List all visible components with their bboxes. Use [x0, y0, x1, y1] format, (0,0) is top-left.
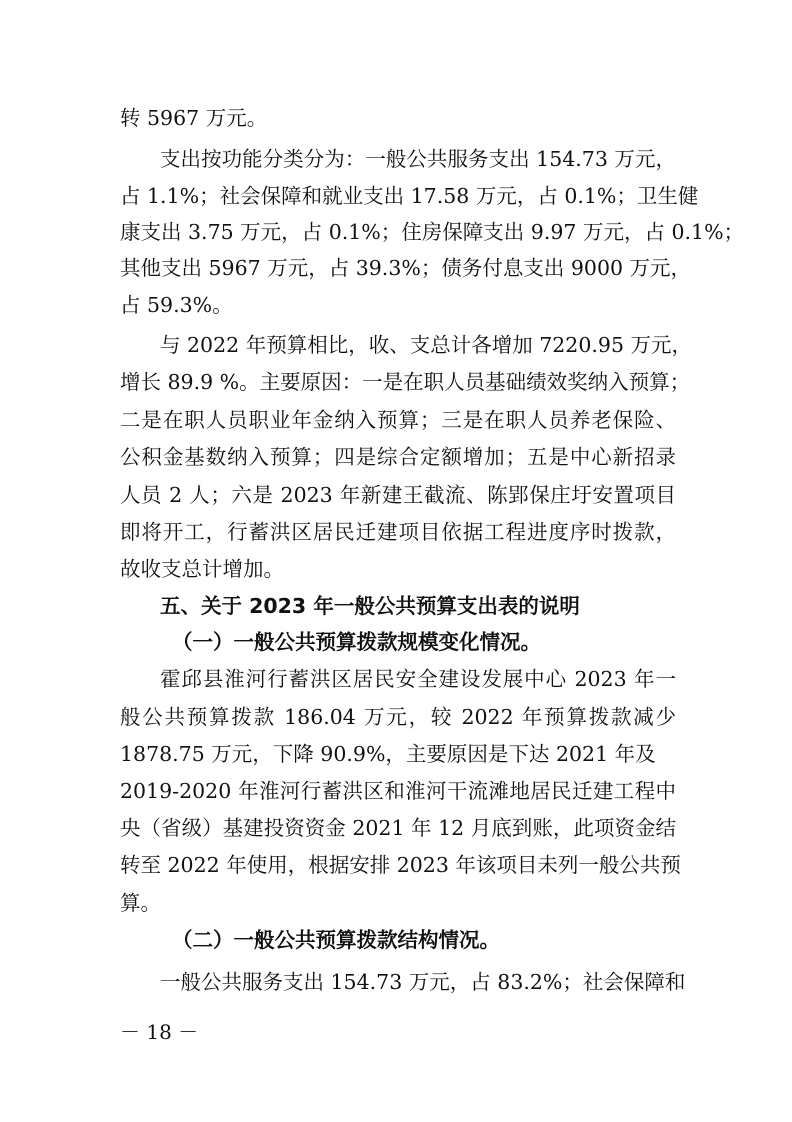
paragraph-line: 故收支总计增加。	[120, 557, 284, 581]
paragraph-line: 转 5967 万元。	[120, 106, 268, 130]
subsection-heading: （二）一般公共预算拨款结构情况。	[172, 928, 500, 952]
paragraph-line: 支出按功能分类分为：一般公共服务支出 154.73 万元，	[160, 147, 676, 171]
paragraph-line: 算。	[120, 891, 161, 915]
paragraph-line: 央（省级）基建投资资金 2021 年 12 月底到账，此项资金结	[120, 816, 676, 840]
paragraph-line: 占 59.3%。	[120, 293, 233, 317]
paragraph-line: 增长 89.9 %。主要原因：一是在职人员基础绩效奖纳入预算；	[120, 370, 691, 394]
paragraph-line: 般公共预算拨款 186.04 万元，较 2022 年预算拨款减少	[120, 705, 676, 729]
paragraph-line: 霍邱县淮河行蓄洪区居民安全建设发展中心 2023 年一	[160, 667, 676, 691]
paragraph-line: 二是在职人员职业年金纳入预算；三是在职人员养老保险、	[120, 408, 676, 432]
paragraph-line: 即将开工，行蓄洪区居民迁建项目依据工程进度序时拨款，	[120, 520, 676, 544]
paragraph-line: 公积金基数纳入预算；四是综合定额增加；五是中心新招录	[120, 445, 676, 469]
page-number: － 18 －	[120, 1020, 199, 1044]
paragraph-line: 人员 2 人；六是 2023 年新建王截流、陈郢保庄圩安置项目	[120, 483, 676, 507]
subsection-heading: （一）一般公共预算拨款规模变化情况。	[172, 630, 541, 654]
paragraph-line: 其他支出 5967 万元，占 39.3%；债务付息支出 9000 万元，	[120, 256, 692, 280]
paragraph-line: 与 2022 年预算相比，收、支总计各增加 7220.95 万元，	[160, 333, 693, 357]
paragraph-line: 一般公共服务支出 154.73 万元，占 83.2%；社会保障和	[160, 970, 686, 994]
paragraph-line: 康支出 3.75 万元，占 0.1%；住房保障支出 9.97 万元，占 0.1%；	[120, 220, 745, 244]
section-heading: 五、关于 2023 年一般公共预算支出表的说明	[160, 594, 580, 618]
paragraph-line: 转至 2022 年使用，根据安排 2023 年该项目未列一般公共预	[120, 853, 681, 877]
paragraph-line: 占 1.1%；社会保障和就业支出 17.58 万元，占 0.1%；卫生健	[120, 184, 699, 208]
paragraph-line: 1878.75 万元，下降 90.9%，主要原因是下达 2021 年及	[120, 742, 656, 766]
paragraph-line: 2019-2020 年淮河行蓄洪区和淮河干流滩地居民迁建工程中	[120, 779, 676, 803]
